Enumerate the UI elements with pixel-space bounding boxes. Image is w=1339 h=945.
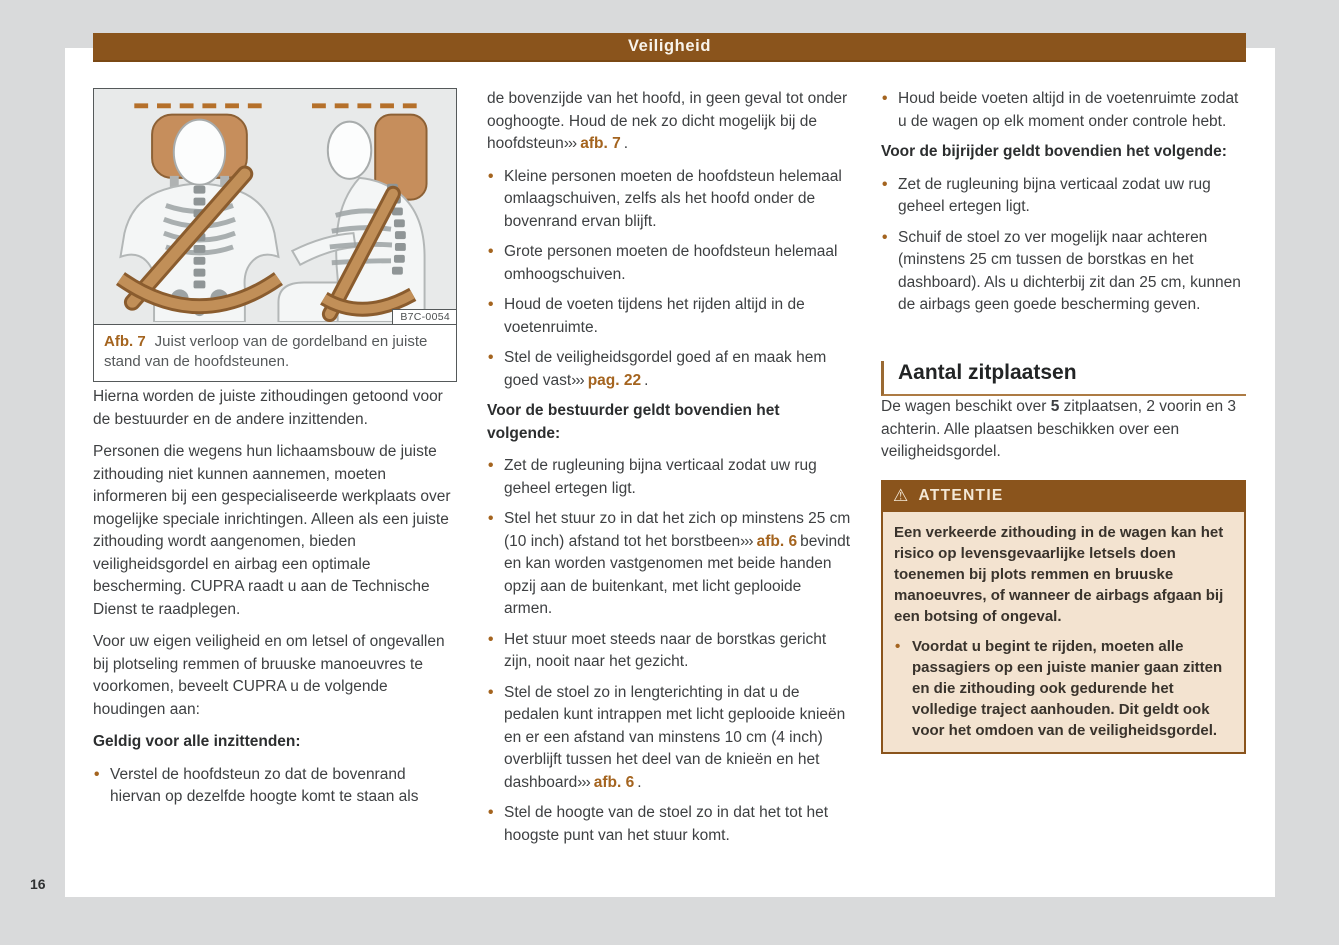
column-2 [487,88,852,855]
figure-caption-label: Afb. 7 [104,333,146,350]
seatbelt-posture-illustration [94,89,455,322]
list-item: • Zet de rugleuning bijna verticaal zodat uw rug geheel ertegen ligt. [881,174,1246,219]
list-item [487,347,852,392]
xref-arrows: ››› [571,371,584,389]
xref-arrows: ››› [740,532,753,550]
paragraph: Hierna worden de juiste zithoudingen getoond voor de bestuurder en de andere inzittenden. [93,388,443,428]
figure-caption-text: Juist verloop van de gordelband en juiste stand van de hoofdsteunen. [104,333,428,370]
attention-paragraph: Een verkeerde zithouding in de wagen kan het risico op levensgevaarlijke letsels doen toenemen bij plots remmen en bruuske manoeuvres, of wanneer de airbags afgaan bij een botsing of ongeval. [894,524,1224,625]
xref-link[interactable]: pag. 22 [587,371,642,389]
paragraph: Voor uw eigen veiligheid en om letsel of ongevallen bij plotseling remmen of bruuske manoeuvres te voorkomen, beveelt CUPRA u de volgende houdingen aan: [93,633,445,718]
warning-triangle-icon: ⚠ [893,486,910,506]
xref-link[interactable]: afb. 6 [756,532,798,550]
list-item: • Houd beide voeten altijd in de voetenruimte zodat u de wagen op elk moment onder controle hebt. [881,88,1246,133]
list-item-text: Stel de stoel zo in lengterichting in dat u de pedalen kunt intrappen met licht geplooide knieën en er een afstand van minstens 10 cm (4 inch) overblijft tussen het deel van de knieën en het dashboard [504,683,846,791]
attention-title: ATTENTIE [918,486,1004,504]
attention-header [883,482,1244,513]
list-item: • Verstel de hoofdsteun zo dat de bovenrand hiervan op dezelfde hoogte komt te staan als [93,764,457,809]
list-item: • Schuif de stoel zo ver mogelijk naar achteren (minstens 25 cm tussen de borstkas en het dashboard). Als u dichterbij zit dan 25 cm, kunnen de airbags geen goede bescherming geven. [881,227,1246,317]
list-item: • Houd de voeten tijdens het rijden altijd in de voetenruimte. [487,294,852,339]
chapter-banner [93,33,1246,62]
figure-image [94,89,456,325]
subsection-heading: Voor de bestuurder geldt bovendien het volgende: [487,402,780,442]
paragraph: Personen die wegens hun lichaamsbouw de juiste zithouding niet kunnen aannemen, moeten informeren bij een gespecialiseerde werkplaats over mogelijke speciale inrichtingen. Alleen als een juiste zithouding wordt aangenomen, bieden veiligheidsgordel en airbag een optimale bescherming. CUPRA raadt u aan de Technische Dienst te raadplegen. [93,443,451,618]
subsection-heading: Voor de bijrijder geldt bovendien het volgende: [881,143,1227,160]
paragraph-text: . [623,135,629,152]
xref-link[interactable]: afb. 7 [580,135,621,152]
section-heading-aantal-zitplaatsen: Aantal zitplaatsen [881,361,1246,397]
list-item-text: . [644,371,649,389]
paragraph [487,88,852,156]
subsection-heading: Geldig voor alle inzittenden: [93,733,301,750]
column-1 [93,386,457,817]
list-item [487,682,852,795]
paragraph-text: De wagen beschikt over [881,398,1051,415]
xref-arrows: ››› [577,773,590,791]
list-item-text: . [637,773,642,791]
attention-box [881,480,1246,755]
paragraph-text: zitplaatsen, 2 voorin en 3 achterin. Alle plaatsen beschikken over een veiligheidsgordel. [881,398,1236,460]
list-item [487,508,852,621]
xref-link[interactable]: afb. 6 [593,773,635,791]
list-item: • Grote personen moeten de hoofdsteun helemaal omhoogschuiven. [487,241,852,286]
list-item-text: bevindt en kan worden vastgenomen met beide handen opzij aan de buitenkant, met licht geplooide armen. [504,532,851,617]
paragraph-text: de bovenzijde van het hoofd, in geen geval tot onder ooghoogte. Houd de nek zo dicht mogelijk bij de hoofdsteun [487,90,848,152]
page-number: 16 [30,876,46,892]
paragraph [881,396,1246,464]
figure-caption [94,325,456,381]
xref-arrows: ››› [563,135,577,152]
list-item: • Kleine personen moeten de hoofdsteun helemaal omlaagschuiven, zelfs als het hoofd onder de bovenrand ervan blijft. [487,166,852,234]
list-item: • Het stuur moet steeds naar de borstkas gericht zijn, nooit naar het gezicht. [487,629,852,674]
figure-afb7 [93,88,457,382]
column-3 [881,88,1246,754]
figure-code-label: B7C-0054 [392,309,456,324]
list-item: • Stel de hoogte van de stoel zo in dat het tot het hoogste punt van het stuur komt. [487,802,852,847]
list-item-text: Stel het stuur zo in dat het zich op minstens 25 cm (10 inch) afstand tot het borstbeen [504,510,851,550]
list-item: • Zet de rugleuning bijna verticaal zodat uw rug geheel ertegen ligt. [487,455,852,500]
seat-count-value: 5 [1050,398,1060,415]
attention-body [883,512,1244,752]
chapter-title: Veiligheid [627,37,712,55]
list-item-text: Stel de veiligheidsgordel goed af en maak hem goed vast [504,349,827,389]
list-item: • Voordat u begint te rijden, moeten alle passagiers op een juiste manier gaan zitten en die zithouding ook gedurende het volledige traject aanhouden. Dit geldt ook voor het omdoen van de veiligheidsgordel. [894,636,1233,741]
